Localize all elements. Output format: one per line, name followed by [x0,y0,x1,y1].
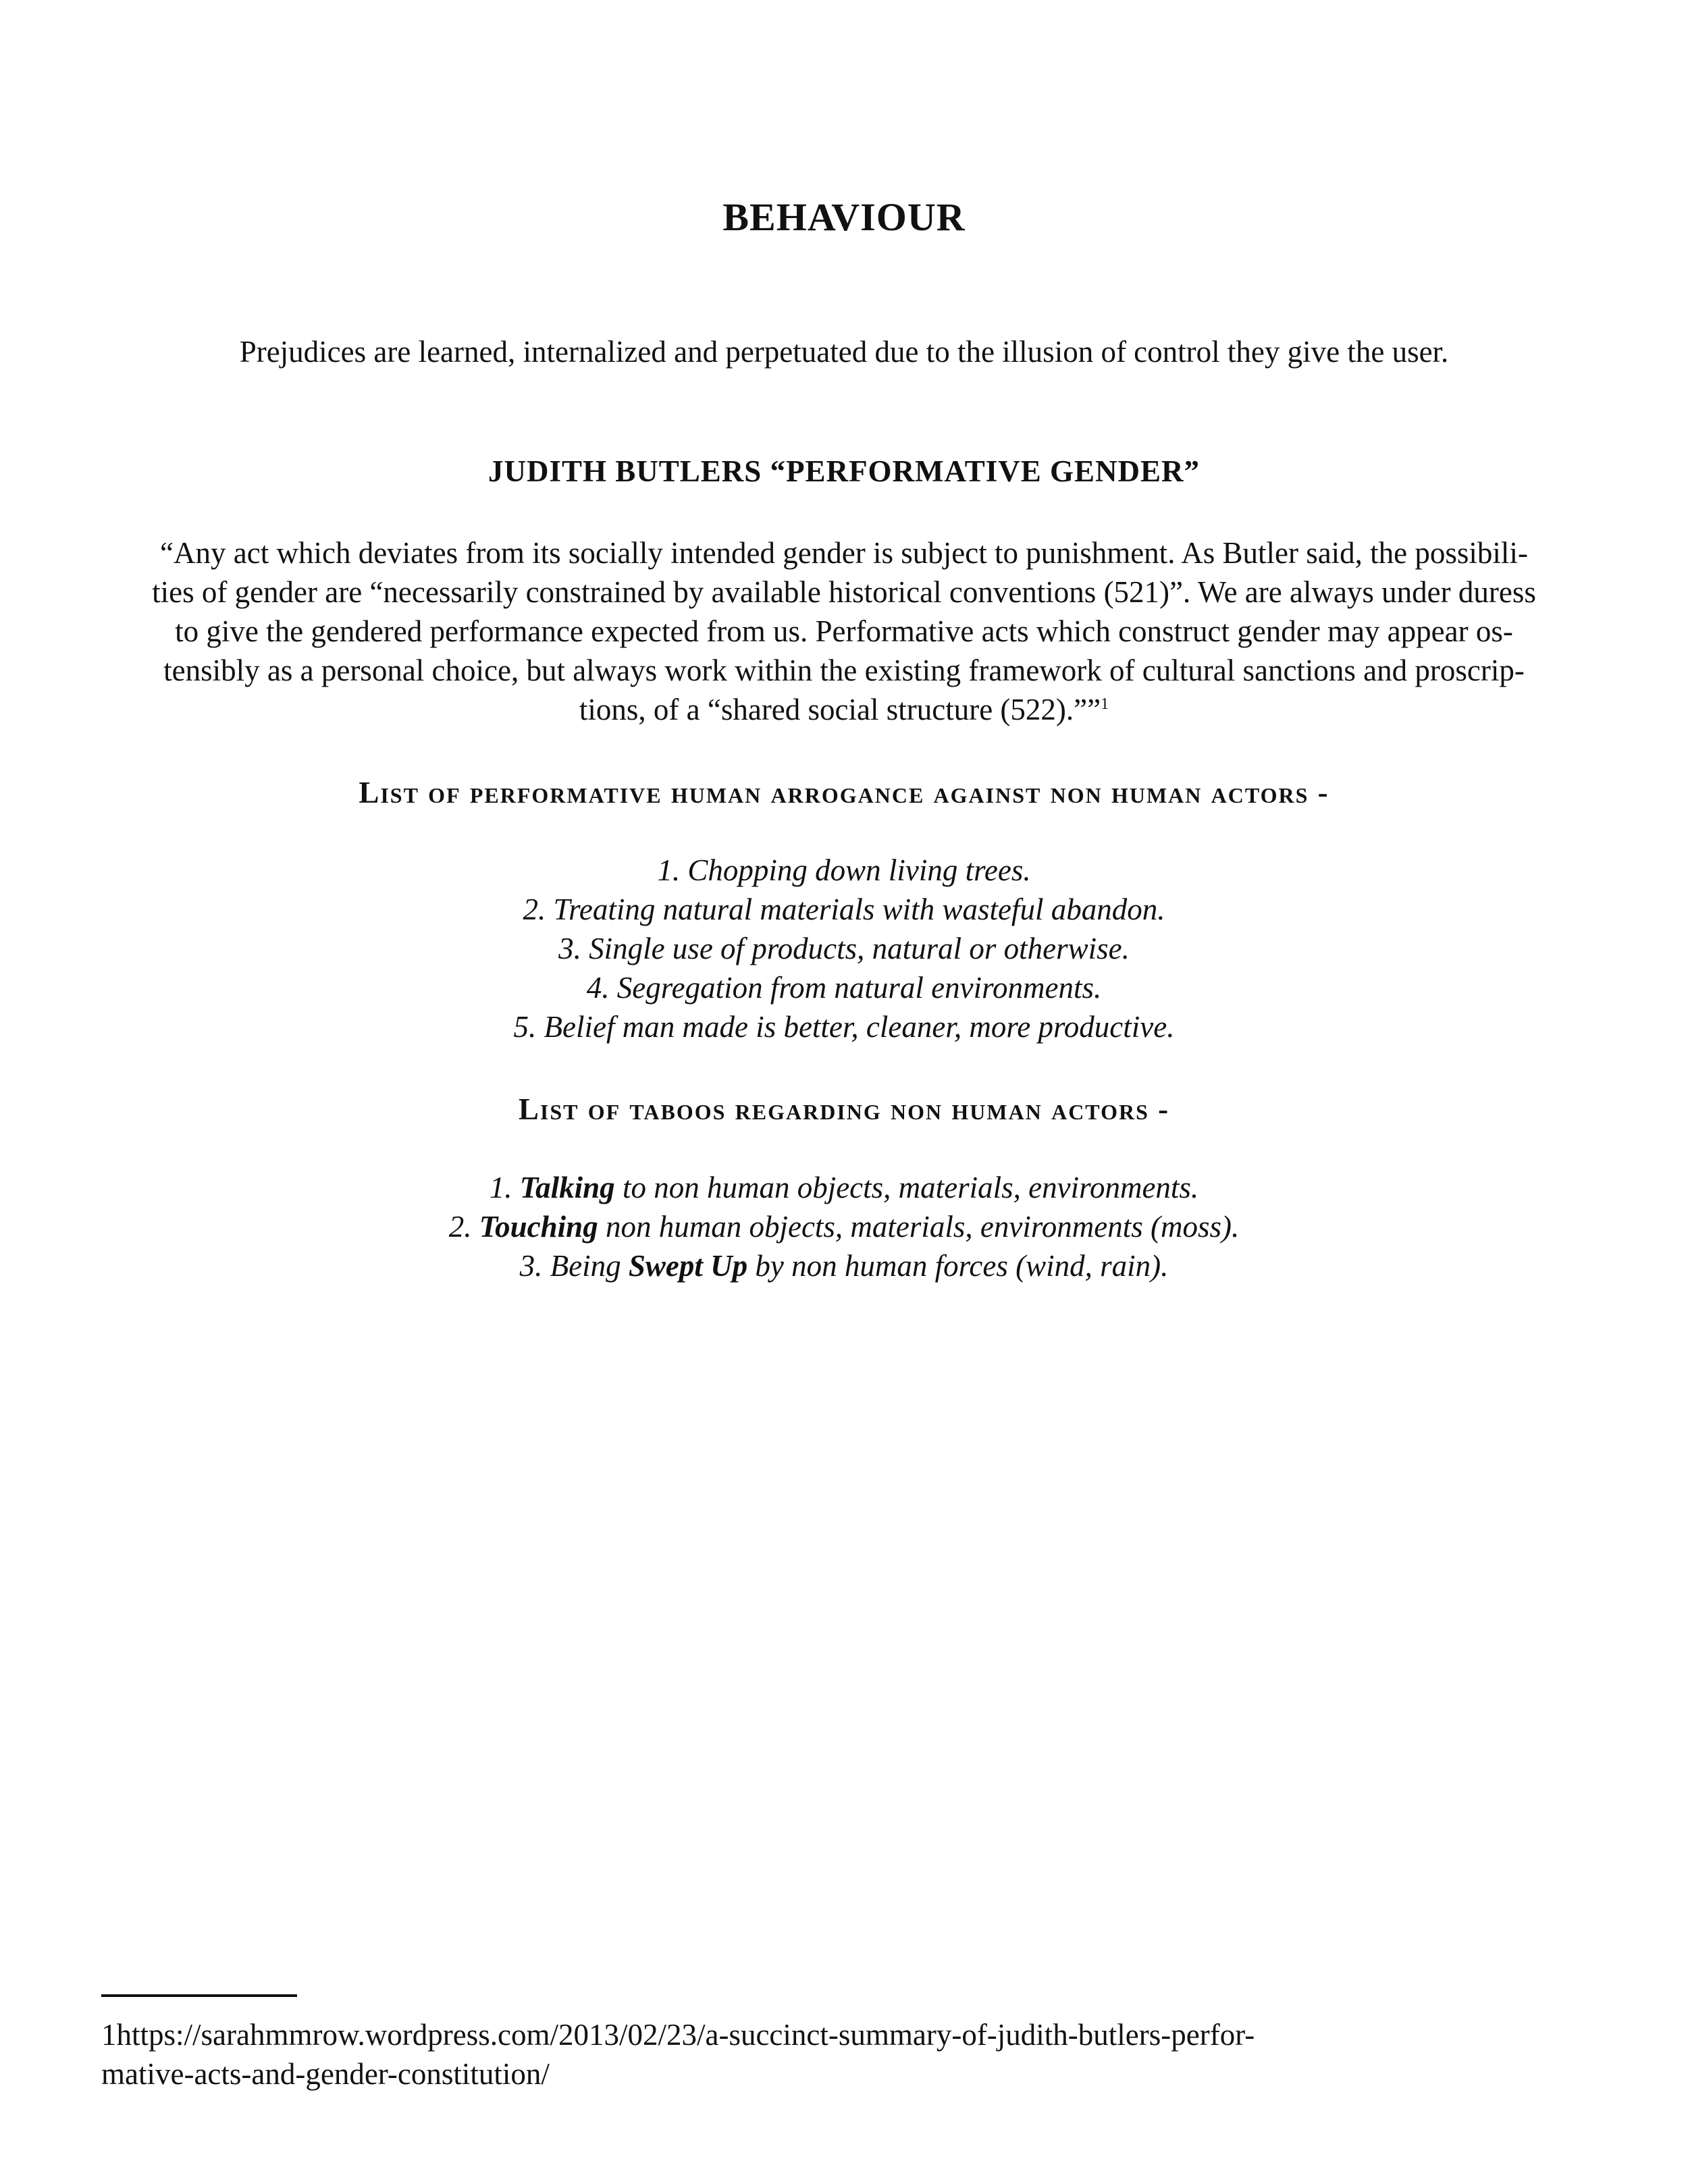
item-emphasis: Talking [519,1171,615,1204]
item-prefix: 2. [448,1210,479,1244]
butler-quote [101,533,1587,729]
list-item: 3. Single use of products, natural or otherwise. [558,932,1130,965]
list-item: 4. Segregation from natural environments. [586,971,1102,1005]
footnote-marker: 1 [1101,695,1109,713]
item-suffix: to non human objects, materials, environments. [614,1171,1199,1204]
list-item: 5. Belief man made is better, cleaner, more productive. [513,1010,1175,1044]
item-suffix: non human objects, materials, environments (moss). [598,1210,1240,1244]
item-emphasis: Touching [479,1210,598,1244]
footnote-line: 1https://sarahmmrow.wordpress.com/2013/02/23/a-succinct-summary-of-judith-butlers-perfor- [101,2018,1255,2052]
list-item: 1. Chopping down living trees. [657,853,1031,887]
page-title: BEHAVIOUR [722,195,966,239]
item-suffix: by non human forces (wind, rain). [747,1249,1169,1283]
item-emphasis: Swept Up [628,1249,748,1283]
quote-line: tions, of a “shared social structure (522).”” [579,693,1101,726]
footnote-divider [101,1994,297,1997]
arrogance-list-heading: List of performative human arrogance against non human actors - [359,776,1329,809]
list-item [0,1246,1688,1285]
section-heading: JUDITH BUTLERS “PERFORMATIVE GENDER” [487,454,1201,488]
list-item [0,1168,1688,1207]
quote-line: ties of gender are “necessarily constrained by available historical conventions (521)”. We are always under duress [152,575,1536,609]
list-item: 2. Treating natural materials with wasteful abandon. [523,893,1165,926]
arrogance-list [0,851,1688,1046]
quote-line: “Any act which deviates from its socially intended gender is subject to punishment. As Butler said, the possibili- [160,536,1528,570]
footnote-line: mative-acts-and-gender-constitution/ [101,2057,550,2091]
item-prefix: 3. Being [519,1249,629,1283]
footnote [101,2015,1519,2094]
taboos-list-heading: List of taboos regarding non human actors - [518,1092,1170,1126]
intro-paragraph: Prejudices are learned, internalized and perpetuated due to the illusion of control they give the user. [239,335,1449,369]
list-item [0,1207,1688,1246]
item-prefix: 1. [489,1171,520,1204]
quote-line: tensibly as a personal choice, but always work within the existing framework of cultural sanctions and proscrip- [163,654,1525,687]
quote-line: to give the gendered performance expected from us. Performative acts which construct gender may appear os- [175,614,1513,648]
taboos-list [0,1168,1688,1285]
